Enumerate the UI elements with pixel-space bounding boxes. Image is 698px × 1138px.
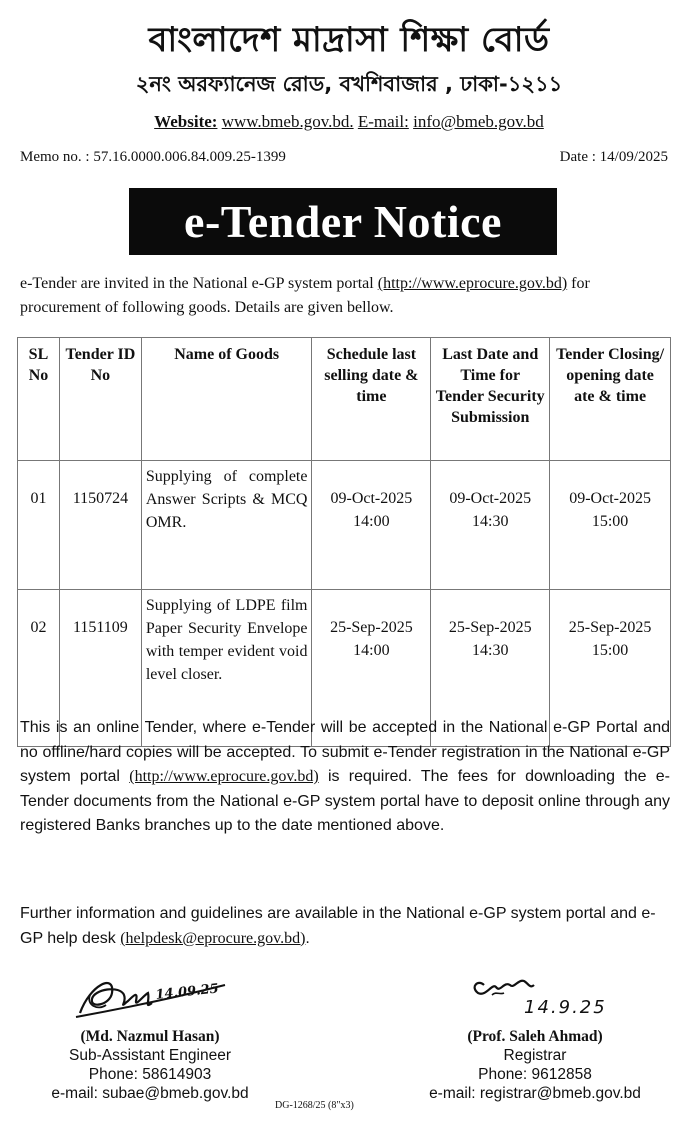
cell-schedule <box>312 461 431 590</box>
org-address: ২নং অরফ্যানেজ রোড, বখশিবাজার , ঢাকা-১২১১ <box>135 72 563 96</box>
signature-left <box>20 965 280 1027</box>
signatory-left-name: (Md. Nazmul Hasan) <box>80 1028 220 1045</box>
signatory-left-phone: Phone: 58614903 <box>88 1066 212 1083</box>
intro-paragraph <box>20 272 670 320</box>
header-name-of-goods: Name of Goods <box>141 338 312 461</box>
email-label: E-mail: <box>357 112 409 131</box>
org-name: বাংলাদেশ মাদ্রাসা শিক্ষা বোর্ড <box>148 20 550 60</box>
signatory-left-designation: Sub-Assistant Engineer <box>69 1047 231 1064</box>
closing-time: 15:00 <box>591 513 629 530</box>
notice-title: e-Tender Notice <box>129 188 557 255</box>
schedule-time: 14:00 <box>353 642 390 659</box>
signatory-right <box>400 965 670 1103</box>
signatory-right-designation: Registrar <box>503 1047 567 1064</box>
signature-left-image <box>20 965 280 1027</box>
signatory-right-name: (Prof. Saleh Ahmad) <box>467 1028 603 1045</box>
para1-text-a: This is an online Tender, where e-Tender will be accepted in the National e-GP Portal and no offline/hard copies will be accepted. To submit e-Tender registration in the National e-GP system portal <box>20 719 670 785</box>
schedule-time: 14:00 <box>353 513 390 530</box>
cell-goods: Supplying of LDPE film Paper Security Envelope with temper evident void level closer. <box>141 590 312 747</box>
signatory-left-email: e-mail: subae@bmeb.gov.bd <box>51 1085 249 1102</box>
signatory-right-email: e-mail: registrar@bmeb.gov.bd <box>429 1085 641 1102</box>
schedule-date: 25-Sep-2025 <box>330 619 413 636</box>
security-date: 09-Oct-2025 <box>449 490 532 507</box>
signatory-right-details <box>400 1027 670 1103</box>
header-security-submission: Last Date and Time for Tender Security Submission <box>431 338 550 461</box>
signature-right-image <box>400 965 670 1027</box>
signatory-left-details <box>20 1027 280 1103</box>
cell-sl: 01 <box>18 461 60 590</box>
tender-table <box>17 337 671 747</box>
further-info-paragraph <box>20 902 670 951</box>
cell-security <box>431 461 550 590</box>
cell-closing <box>550 461 671 590</box>
email-link[interactable]: info@bmeb.gov.bd <box>413 112 544 131</box>
cell-goods: Supplying of complete Answer Scripts & MCQ OMR. <box>141 461 312 590</box>
table-row <box>18 461 671 590</box>
eprocure-link[interactable]: (http://www.eprocure.gov.bd) <box>377 275 568 292</box>
cell-tender-id: 1150724 <box>59 461 141 590</box>
signature-left-date: 14.09.25 <box>154 981 220 1003</box>
closing-date: 25-Sep-2025 <box>568 619 652 636</box>
header-schedule-selling: Schedule last selling date & time <box>312 338 431 461</box>
signatory-right-phone: Phone: 9612858 <box>478 1066 592 1083</box>
security-time: 14:30 <box>472 642 509 659</box>
closing-date: 09-Oct-2025 <box>569 490 651 507</box>
helpdesk-email-link[interactable]: (helpdesk@eprocure.gov.bd) <box>120 929 306 947</box>
contact-line <box>0 112 698 132</box>
security-date: 25-Sep-2025 <box>448 619 532 636</box>
memo-number: Memo no. : 57.16.0000.006.84.009.25-1399 <box>20 149 286 165</box>
signature-right <box>400 965 670 1027</box>
security-time: 14:30 <box>472 513 509 530</box>
intro-text-2: for procurement of following goods. Details are given bellow. <box>20 275 590 316</box>
cell-sl: 02 <box>18 590 60 747</box>
para2-text-a: Further information and guidelines are available in the National e-GP system portal and e-GP help desk <box>20 905 656 947</box>
footer-code: DG-1268/25 (8"x3) <box>275 1100 354 1111</box>
notice-date: Date : 14/09/2025 <box>559 149 668 165</box>
header-sl-no: SL No <box>18 338 60 461</box>
eprocure-link-2[interactable]: (http://www.eprocure.gov.bd) <box>129 768 319 785</box>
intro-text-1: e-Tender are invited in the National e-GP system portal <box>20 275 374 292</box>
signature-right-date: 14.9.25 <box>524 997 607 1018</box>
online-tender-paragraph <box>20 716 670 839</box>
closing-time: 15:00 <box>591 642 629 659</box>
schedule-date: 09-Oct-2025 <box>330 490 413 507</box>
website-link[interactable]: www.bmeb.gov.bd. <box>221 112 354 131</box>
website-label: Website: <box>154 112 218 131</box>
header-tender-id: Tender ID No <box>59 338 141 461</box>
signatory-left <box>20 965 280 1103</box>
para2-text-b: . <box>305 929 310 947</box>
header-closing-opening: Tender Closing/ opening date ate & time <box>550 338 671 461</box>
table-header-row <box>18 338 671 461</box>
cell-tender-id: 1151109 <box>59 590 141 747</box>
para1-text-b: is required. The fees for downloading the e-Tender documents from the National e-GP system portal have to deposit online through any registered Banks branches up to the date mentioned above. <box>20 768 670 834</box>
